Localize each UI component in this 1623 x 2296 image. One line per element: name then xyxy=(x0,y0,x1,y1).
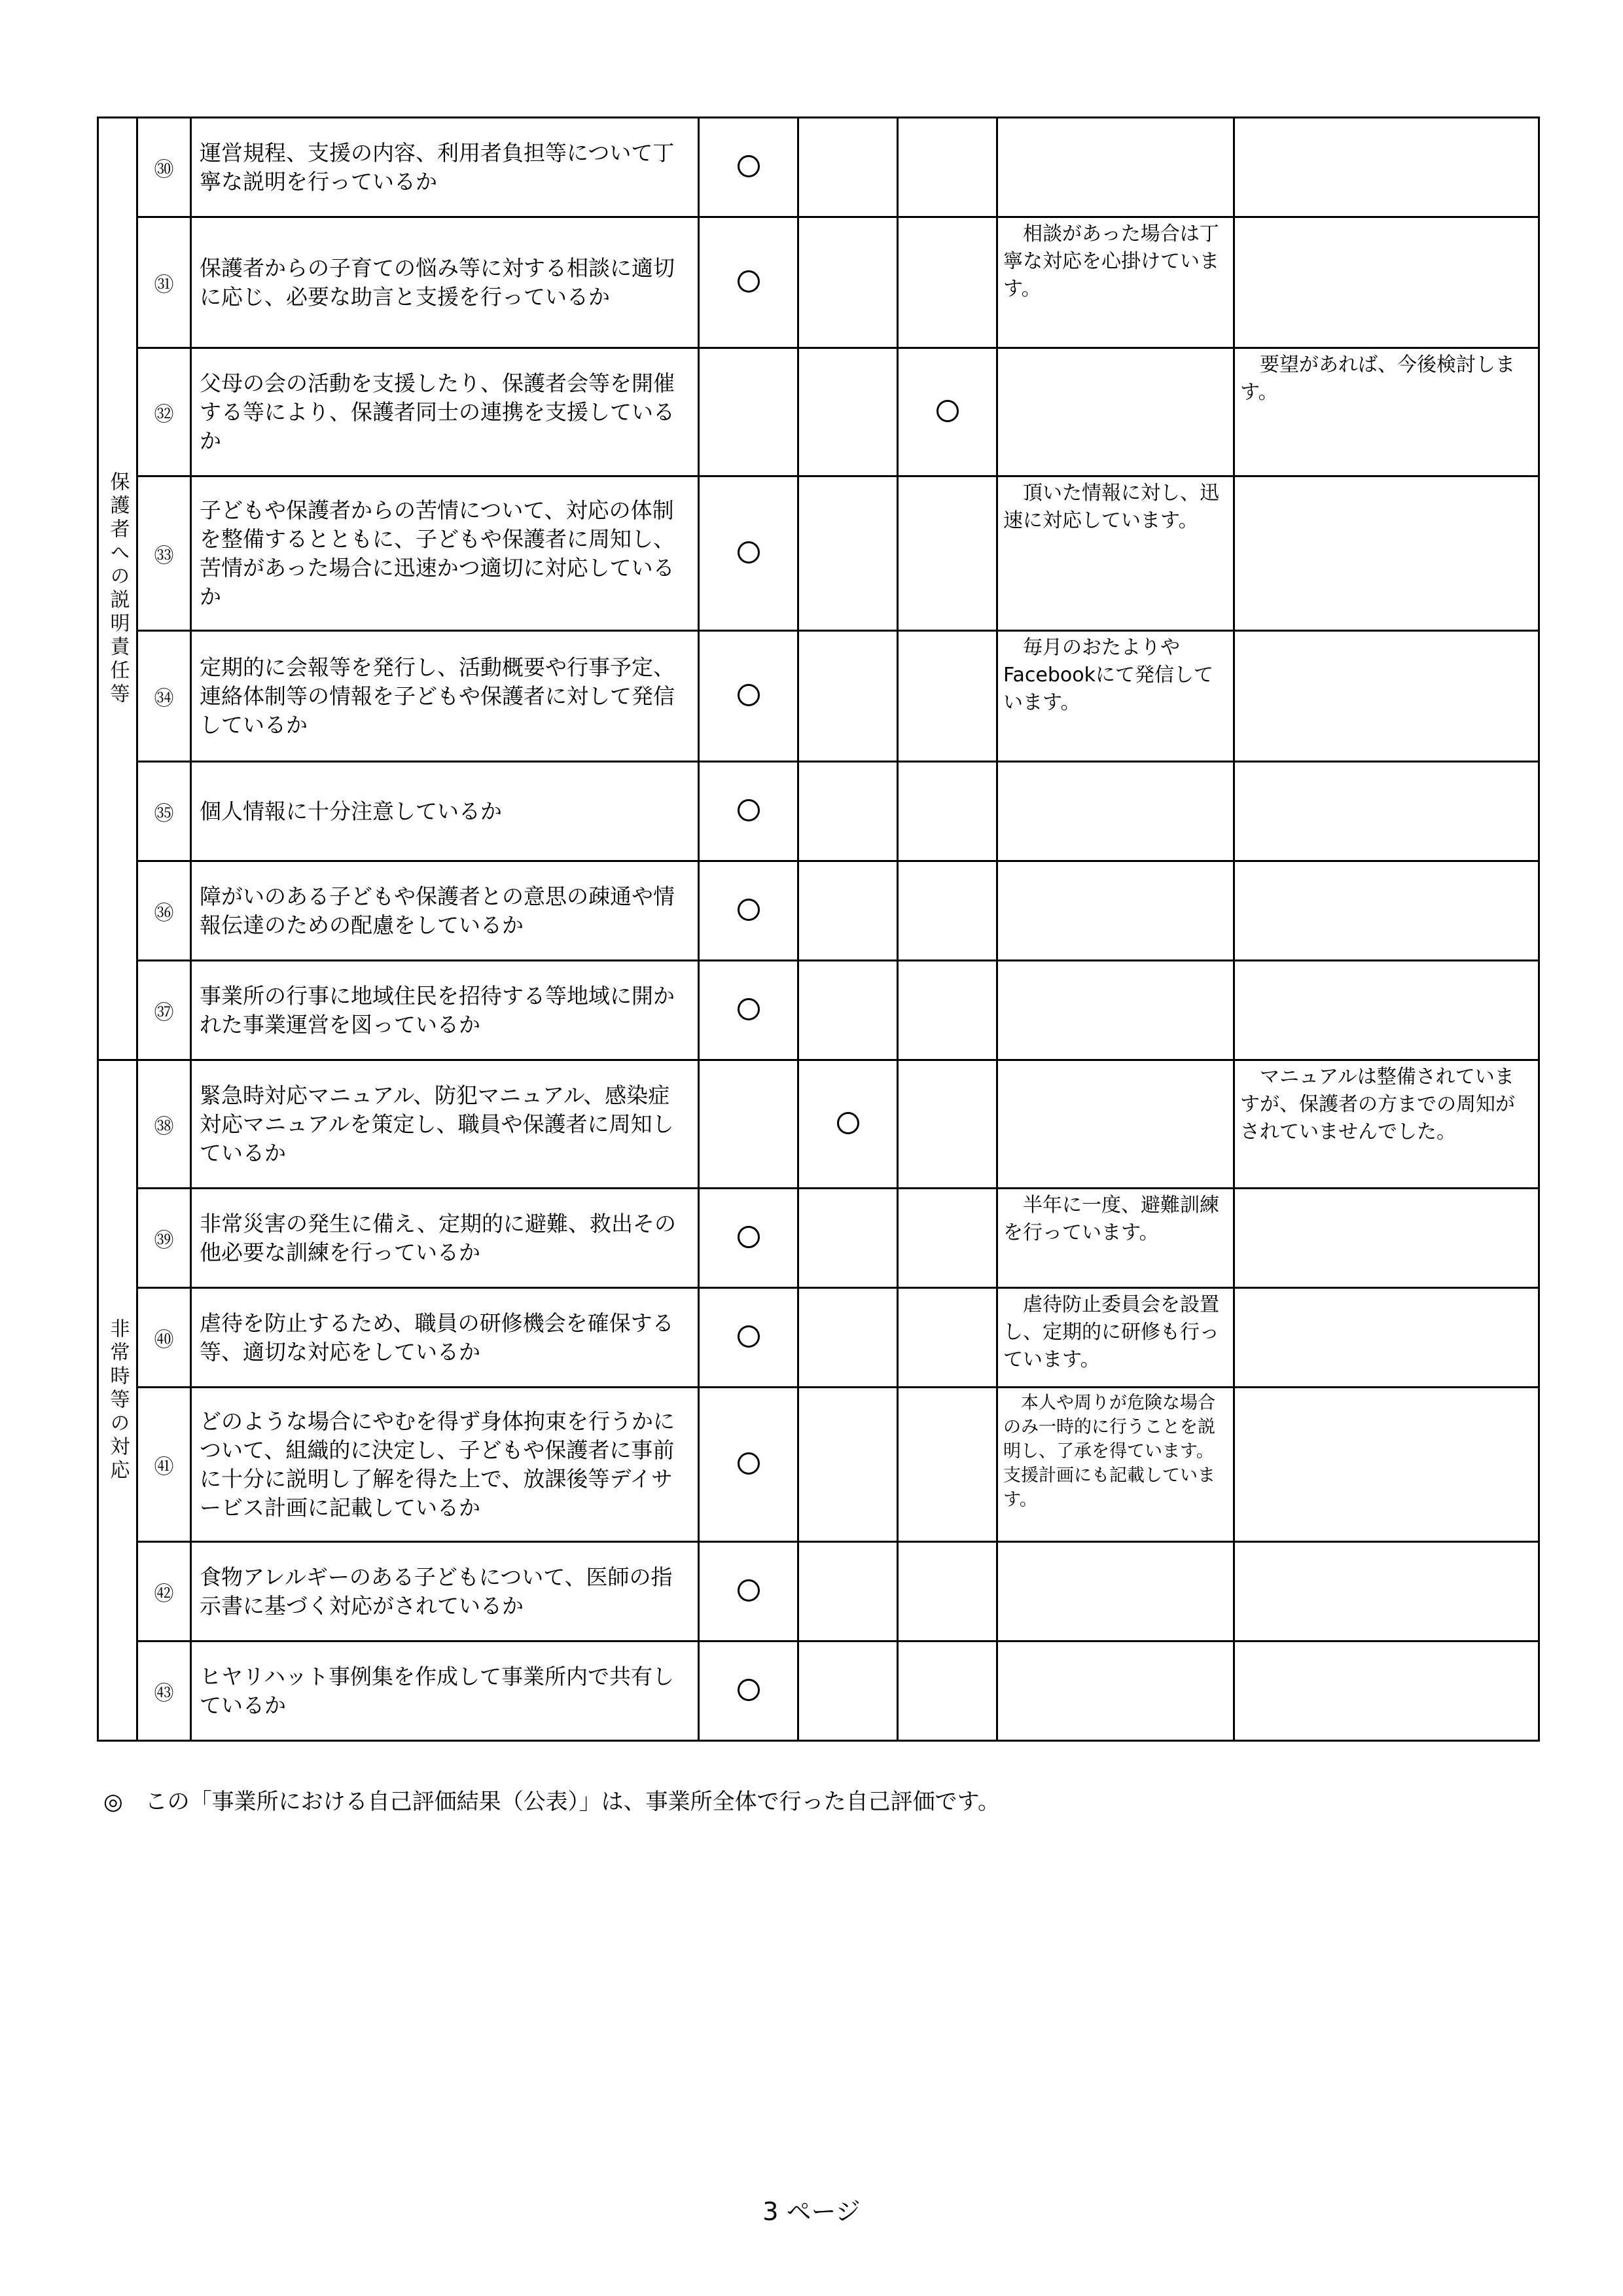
item-number: ㊲ xyxy=(137,961,191,1060)
answer-cell xyxy=(898,1388,997,1542)
answer-cell xyxy=(699,861,798,961)
table-row xyxy=(98,1388,1539,1542)
note-cell xyxy=(1234,762,1539,861)
circle-mark-icon xyxy=(738,1325,760,1348)
comment-cell xyxy=(997,861,1234,961)
answer-cell xyxy=(699,348,798,476)
table-row xyxy=(98,1189,1539,1288)
comment-cell xyxy=(997,1060,1234,1189)
page-number: 3 ページ xyxy=(762,2197,861,2226)
answer-cell xyxy=(699,961,798,1060)
answer-cell xyxy=(898,631,997,762)
circle-mark-icon xyxy=(738,1679,760,1701)
category-cell xyxy=(98,1060,137,1741)
note-cell xyxy=(1234,118,1539,217)
comment-cell xyxy=(997,348,1234,476)
table-row xyxy=(98,961,1539,1060)
answer-cell xyxy=(798,1641,898,1741)
comment-cell: 本人や周りが危険な場合のみ一時的に行うことを説明し、了承を得ています。支援計画にも記載しています。 xyxy=(997,1388,1234,1542)
answer-cell xyxy=(699,118,798,217)
answer-cell xyxy=(699,1288,798,1388)
answer-cell xyxy=(798,1288,898,1388)
question-text: ヒヤリハット事例集を作成して事業所内で共有しているか xyxy=(191,1641,699,1741)
answer-cell xyxy=(798,961,898,1060)
note-cell xyxy=(1234,861,1539,961)
item-number: ㉝ xyxy=(137,476,191,631)
answer-cell xyxy=(699,1388,798,1542)
note-cell xyxy=(1234,1388,1539,1542)
circle-mark-icon xyxy=(738,899,760,921)
item-number: ㉞ xyxy=(137,631,191,762)
item-number: ㊷ xyxy=(137,1542,191,1641)
category-label: 保護者への説明責任等 xyxy=(106,471,130,707)
answer-cell xyxy=(798,118,898,217)
evaluation-table-body xyxy=(98,118,1539,1741)
circle-mark-icon xyxy=(738,155,760,177)
table-row xyxy=(98,1542,1539,1641)
answer-cell xyxy=(699,1542,798,1641)
comment-cell: 半年に一度、避難訓練を行っています。 xyxy=(997,1189,1234,1288)
question-text: 運営規程、支援の内容、利用者負担等について丁寧な説明を行っているか xyxy=(191,118,699,217)
answer-cell xyxy=(898,217,997,348)
circle-mark-icon xyxy=(738,1452,760,1475)
answer-cell xyxy=(798,217,898,348)
answer-cell xyxy=(898,118,997,217)
question-text: どのような場合にやむを得ず身体拘束を行うかについて、組織的に決定し、子どもや保護者に事前に十分に説明し了解を得た上で、放課後等デイサービス計画に記載しているか xyxy=(191,1388,699,1542)
table-row xyxy=(98,118,1539,217)
answer-cell xyxy=(798,861,898,961)
circle-mark-icon xyxy=(738,1579,760,1602)
answer-cell xyxy=(798,631,898,762)
item-number: ㊶ xyxy=(137,1388,191,1542)
answer-cell xyxy=(798,1542,898,1641)
answer-cell xyxy=(898,1060,997,1189)
comment-cell xyxy=(997,1542,1234,1641)
note-cell xyxy=(1234,961,1539,1060)
question-text: 定期的に会報等を発行し、活動概要や行事予定、連絡体制等の情報を子どもや保護者に対して発信しているか xyxy=(191,631,699,762)
table-row xyxy=(98,1060,1539,1189)
answer-cell xyxy=(699,631,798,762)
comment-cell xyxy=(997,1641,1234,1741)
item-number: ㊳ xyxy=(137,1060,191,1189)
note-cell xyxy=(1234,1641,1539,1741)
answer-cell xyxy=(699,1189,798,1288)
answer-cell xyxy=(898,348,997,476)
item-number: ㉜ xyxy=(137,348,191,476)
table-row xyxy=(98,762,1539,861)
answer-cell xyxy=(798,1060,898,1189)
item-number: ㊸ xyxy=(137,1641,191,1741)
item-number: ㊱ xyxy=(137,861,191,961)
answer-cell xyxy=(699,1641,798,1741)
evaluation-table xyxy=(97,117,1540,1742)
answer-cell xyxy=(798,762,898,861)
answer-cell xyxy=(898,762,997,861)
item-number: ㉚ xyxy=(137,118,191,217)
note-cell xyxy=(1234,217,1539,348)
comment-cell: 相談があった場合は丁寧な対応を心掛けています。 xyxy=(997,217,1234,348)
answer-cell xyxy=(898,1189,997,1288)
question-text: 子どもや保護者からの苦情について、対応の体制を整備するとともに、子どもや保護者に周知し、苦情があった場合に迅速かつ適切に対応しているか xyxy=(191,476,699,631)
item-number: ㊵ xyxy=(137,1288,191,1388)
note-cell xyxy=(1234,476,1539,631)
answer-cell xyxy=(699,1060,798,1189)
question-text: 非常災害の発生に備え、定期的に避難、救出その他必要な訓練を行っているか xyxy=(191,1189,699,1288)
answer-cell xyxy=(798,476,898,631)
circle-mark-icon xyxy=(738,998,760,1020)
answer-cell xyxy=(898,1542,997,1641)
circle-mark-icon xyxy=(837,1112,859,1134)
table-row xyxy=(98,348,1539,476)
answer-cell xyxy=(898,1288,997,1388)
answer-cell xyxy=(798,348,898,476)
question-text: 個人情報に十分注意しているか xyxy=(191,762,699,861)
answer-cell xyxy=(798,1388,898,1542)
comment-cell xyxy=(997,762,1234,861)
item-number: ㉟ xyxy=(137,762,191,861)
comment-cell: 頂いた情報に対し、迅速に対応しています。 xyxy=(997,476,1234,631)
table-row xyxy=(98,631,1539,762)
table-row xyxy=(98,217,1539,348)
category-label: 非常時等の対応 xyxy=(106,1318,130,1483)
note-cell: マニュアルは整備されていますが、保護者の方までの周知がされていませんでした。 xyxy=(1234,1060,1539,1189)
note-cell xyxy=(1234,631,1539,762)
answer-cell xyxy=(898,861,997,961)
question-text: 父母の会の活動を支援したり、保護者会等を開催する等により、保護者同士の連携を支援しているか xyxy=(191,348,699,476)
circle-mark-icon xyxy=(738,799,760,821)
note-cell xyxy=(1234,1542,1539,1641)
circle-mark-icon xyxy=(738,684,760,706)
answer-cell xyxy=(699,476,798,631)
question-text: 食物アレルギーのある子どもについて、医師の指示書に基づく対応がされているか xyxy=(191,1542,699,1641)
question-text: 虐待を防止するため、職員の研修機会を確保する等、適切な対応をしているか xyxy=(191,1288,699,1388)
footer-note: ◎ この「事業所における自己評価結果（公表）」は、事業所全体で行った自己評価です。 xyxy=(103,1789,1000,1815)
answer-cell xyxy=(798,1189,898,1288)
note-cell xyxy=(1234,1288,1539,1388)
table-row xyxy=(98,476,1539,631)
answer-cell xyxy=(699,762,798,861)
item-number: ㊴ xyxy=(137,1189,191,1288)
comment-cell xyxy=(997,118,1234,217)
circle-mark-icon xyxy=(738,1226,760,1248)
table-row xyxy=(98,861,1539,961)
question-text: 事業所の行事に地域住民を招待する等地域に開かれた事業運営を図っているか xyxy=(191,961,699,1060)
answer-cell xyxy=(699,217,798,348)
answer-cell xyxy=(898,961,997,1060)
note-cell: 要望があれば、今後検討します。 xyxy=(1234,348,1539,476)
category-cell xyxy=(98,118,137,1060)
circle-mark-icon xyxy=(738,270,760,293)
note-cell xyxy=(1234,1189,1539,1288)
comment-cell: 虐待防止委員会を設置し、定期的に研修も行っています。 xyxy=(997,1288,1234,1388)
comment-cell xyxy=(997,961,1234,1060)
comment-cell: 毎月のおたよりやFacebookにて発信しています。 xyxy=(997,631,1234,762)
question-text: 障がいのある子どもや保護者との意思の疎通や情報伝達のための配慮をしているか xyxy=(191,861,699,961)
table-row xyxy=(98,1641,1539,1741)
circle-mark-icon xyxy=(738,541,760,564)
circle-mark-icon xyxy=(936,400,959,422)
table-row xyxy=(98,1288,1539,1388)
answer-cell xyxy=(898,476,997,631)
question-text: 緊急時対応マニュアル、防犯マニュアル、感染症対応マニュアルを策定し、職員や保護者に周知しているか xyxy=(191,1060,699,1189)
answer-cell xyxy=(898,1641,997,1741)
question-text: 保護者からの子育ての悩み等に対する相談に適切に応じ、必要な助言と支援を行っているか xyxy=(191,217,699,348)
item-number: ㉛ xyxy=(137,217,191,348)
